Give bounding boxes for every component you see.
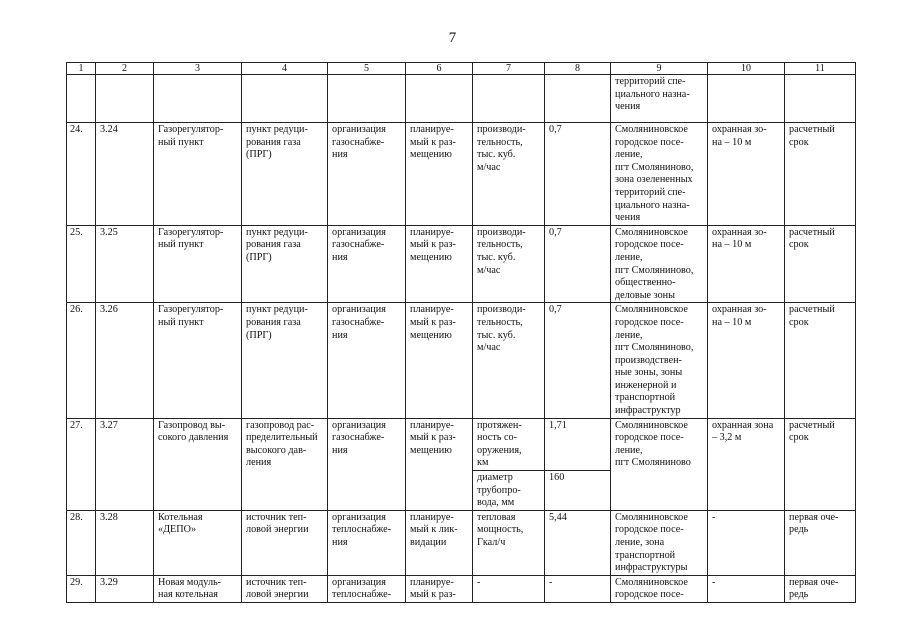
continuation-row [67,75,856,123]
zone-characteristics: охранная зо- на – 10 м [708,225,785,303]
table-row [67,575,856,602]
object-location: Смоляниновское городское посе- ление, пгт Смоляниново [611,418,708,510]
object-status: планируе- мый к лик- видации [406,510,473,575]
implementation-term: расчетный срок [785,418,856,510]
object-purpose: организация теплоснабже- ния [328,510,406,575]
column-header: 9 [611,63,708,75]
object-status: планируе- мый к раз- мещению [406,303,473,418]
table-row [67,510,856,575]
object-parameter: протяжен- ность со- оружения, км [473,418,545,470]
object-name: Новая модуль- ная котельная [154,575,242,602]
implementation-term: расчетный срок [785,303,856,418]
object-location: Смоляниновское городское посе- ление, пгт Смоляниново, производствен- ные зоны, зоны инженерной и транспортной инфраструктур [611,303,708,418]
column-header: 7 [473,63,545,75]
object-type: источник теп- ловой энергии [242,510,328,575]
object-type: газопровод рас- пределительный высокого дав- ления [242,418,328,510]
table-row [67,123,856,226]
column-header: 2 [96,63,154,75]
location-cell: территорий спе- циального назна- чения [611,75,708,123]
implementation-term: расчетный срок [785,225,856,303]
object-purpose: организация газоснабже- ния [328,418,406,510]
row-number: 27. [67,418,96,510]
object-parameter-2: диаметр трубопро- вода, мм [473,471,545,511]
object-parameter: производи- тельность, тыс. куб. м/час [473,123,545,226]
parameter-value: 1,71 [545,418,611,470]
object-code: 3.27 [96,418,154,510]
parameter-value: 0,7 [545,123,611,226]
zone-characteristics: охранная зона – 3,2 м [708,418,785,510]
object-purpose: организация газоснабже- ния [328,225,406,303]
object-parameter: тепловая мощность, Гкал/ч [473,510,545,575]
object-status: планируе- мый к раз- мещению [406,418,473,510]
parameter-value-2: 160 [545,471,611,511]
column-header: 11 [785,63,856,75]
column-header: 4 [242,63,328,75]
zone-characteristics: охранная зо- на – 10 м [708,123,785,226]
object-status: планируе- мый к раз- мещению [406,123,473,226]
object-purpose: организация газоснабже- ния [328,123,406,226]
parameter-value: - [545,575,611,602]
row-number: 28. [67,510,96,575]
zone-characteristics: - [708,510,785,575]
parameter-value: 5,44 [545,510,611,575]
object-parameter: производи- тельность, тыс. куб. м/час [473,303,545,418]
object-status: планируе- мый к раз- [406,575,473,602]
object-location: Смоляниновское городское посе- ление, пгт Смоляниново, зона озелененных территорий спе- циального назна- чения [611,123,708,226]
page-number: 7 [448,30,457,46]
parameter-value: 0,7 [545,303,611,418]
implementation-term: первая оче- редь [785,510,856,575]
object-type: пункт редуци- рования газа (ПРГ) [242,123,328,226]
column-number-row [67,63,856,75]
object-purpose: организация газоснабже- ния [328,303,406,418]
planned-objects-table [66,62,856,603]
zone-characteristics: - [708,575,785,602]
table-row [67,418,856,470]
column-header: 3 [154,63,242,75]
object-type: пункт редуци- рования газа (ПРГ) [242,225,328,303]
implementation-term: первая оче- редь [785,575,856,602]
object-purpose: организация теплоснабже- [328,575,406,602]
object-location: Смоляниновское городское посе- [611,575,708,602]
object-location: Смоляниновское городское посе- ление, пгт Смоляниново, общественно- деловые зоны [611,225,708,303]
object-type: пункт редуци- рования газа (ПРГ) [242,303,328,418]
column-header: 1 [67,63,96,75]
column-header: 6 [406,63,473,75]
object-code: 3.26 [96,303,154,418]
row-number: 26. [67,303,96,418]
object-type: источник теп- ловой энергии [242,575,328,602]
column-header: 8 [545,63,611,75]
object-name: Газорегулятор- ный пункт [154,225,242,303]
zone-characteristics: охранная зо- на – 10 м [708,303,785,418]
object-name: Котельная «ДЕПО» [154,510,242,575]
row-number: 24. [67,123,96,226]
column-header: 10 [708,63,785,75]
column-header: 5 [328,63,406,75]
object-code: 3.29 [96,575,154,602]
object-name: Газорегулятор- ный пункт [154,303,242,418]
object-location: Смоляниновское городское посе- ление, зона транспортной инфраструктуры [611,510,708,575]
object-code: 3.25 [96,225,154,303]
object-name: Газопровод вы- сокого давления [154,418,242,510]
object-code: 3.24 [96,123,154,226]
object-parameter: - [473,575,545,602]
table-row [67,303,856,418]
implementation-term: расчетный срок [785,123,856,226]
row-number: 29. [67,575,96,602]
object-name: Газорегулятор- ный пункт [154,123,242,226]
parameter-value: 0,7 [545,225,611,303]
table-row [67,225,856,303]
object-parameter: производи- тельность, тыс. куб. м/час [473,225,545,303]
object-code: 3.28 [96,510,154,575]
row-number: 25. [67,225,96,303]
object-status: планируе- мый к раз- мещению [406,225,473,303]
